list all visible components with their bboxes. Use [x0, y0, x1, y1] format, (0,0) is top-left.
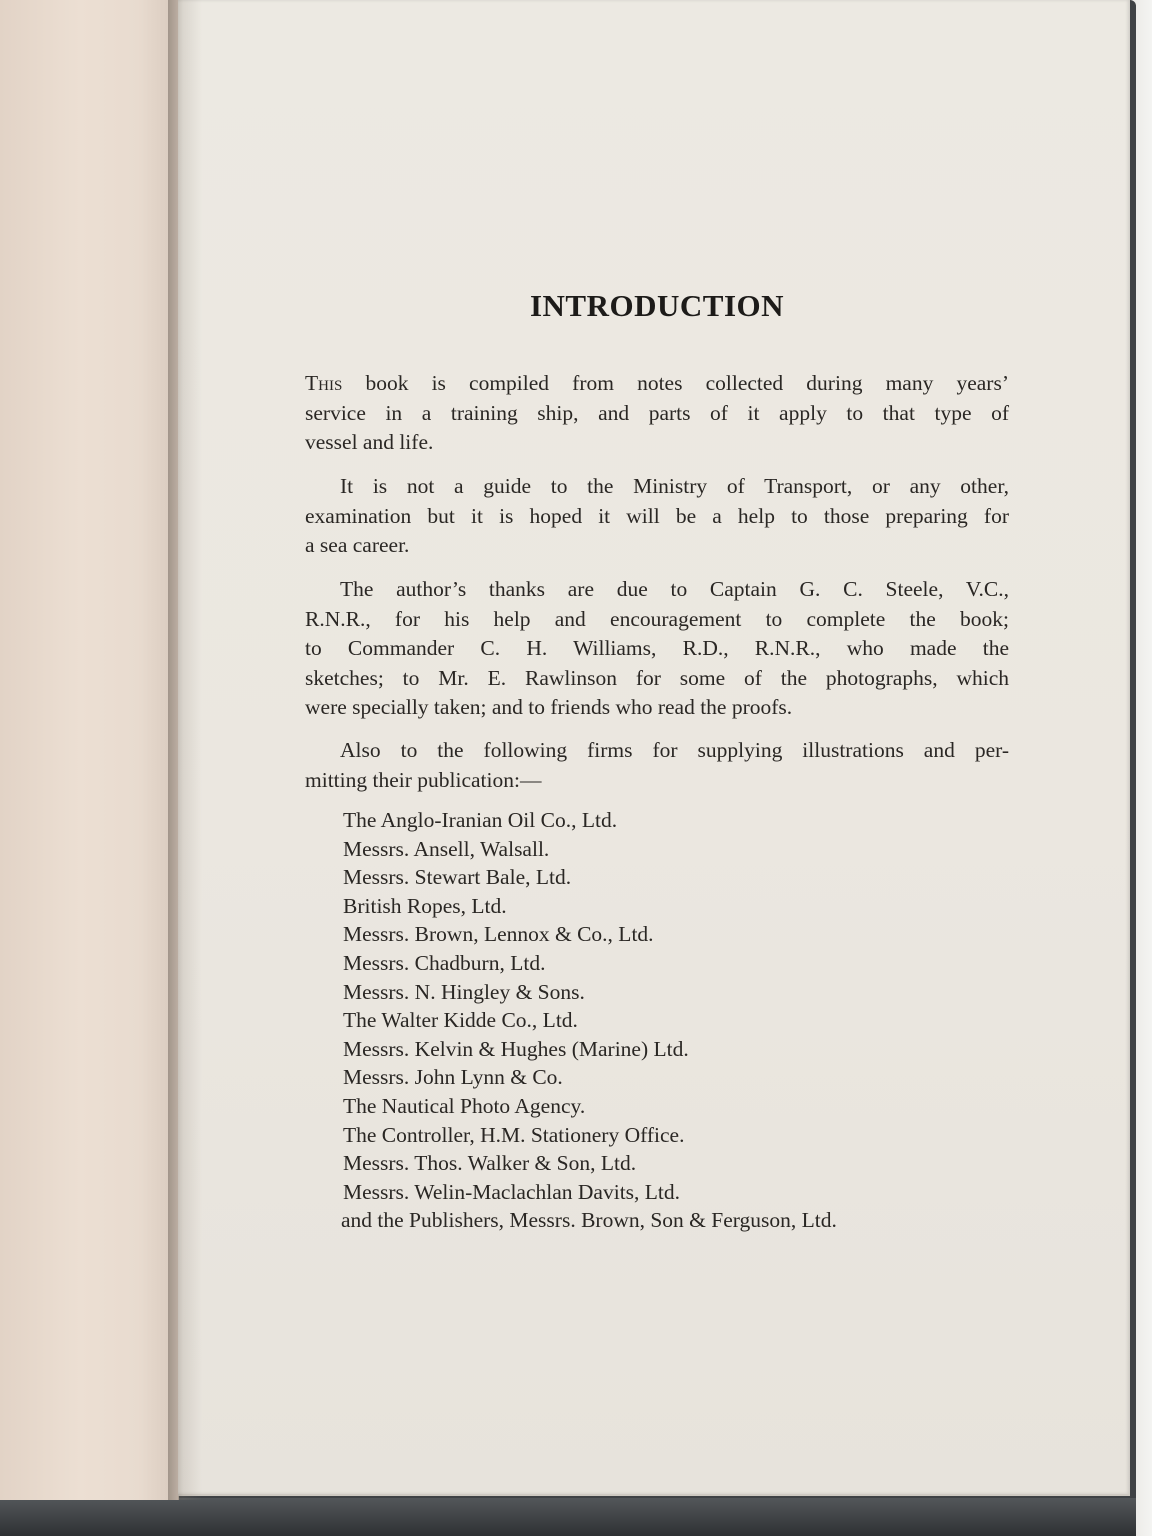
firm-item: The Anglo-Iranian Oil Co., Ltd. [343, 808, 618, 832]
firm-item: The Controller, H.M. Stationery Office. [343, 1122, 685, 1147]
firm-item: Messrs. John Lynn & Co. [343, 1065, 563, 1090]
book-cover-bottom-edge [0, 1498, 1136, 1536]
firm-item: The Walter Kidde Co., Ltd. [343, 1008, 578, 1033]
paragraph-line: R.N.R., for his help and encouragement to complete the book; [305, 606, 1009, 631]
paragraph-line: Also to the following firms for supplying illustrations and per- [340, 738, 1009, 762]
paragraph-line: service in a training ship, and parts of it apply to that type of [305, 400, 1009, 425]
firm-item: Messrs. Thos. Walker & Son, Ltd. [343, 1151, 637, 1176]
paragraph-line-text: book is compiled from notes collected during many years’ [342, 371, 1009, 395]
page-title: INTRODUCTION [529, 288, 785, 323]
paragraph-line: to Commander C. H. Williams, R.D., R.N.R., who made the [305, 636, 1009, 660]
firm-item: Messrs. Kelvin & Hughes (Marine) Ltd. [343, 1036, 689, 1061]
left-page [0, 0, 179, 1500]
intro-paragraph-4 [305, 736, 1009, 795]
paragraph-line [305, 369, 1009, 399]
paragraph-line: The author’s thanks are due to Captain G. C. Steele, V.C., [340, 577, 1009, 601]
lead-small-caps-word: This [305, 371, 343, 395]
firms-list [343, 806, 837, 1235]
paragraph-line: sketches; to Mr. E. Rawlinson for some of the photographs, which [305, 665, 1009, 690]
firm-item: Messrs. Brown, Lennox & Co., Ltd. [343, 922, 654, 947]
page-gutter-shadow [168, 0, 202, 1500]
firm-item: The Nautical Photo Agency. [343, 1093, 586, 1118]
right-page [178, 0, 1130, 1496]
paragraph-line: a sea career. [305, 533, 410, 557]
paragraph-line: examination but it is hoped it will be a help to those preparing for [305, 503, 1009, 528]
intro-paragraph-2 [305, 472, 1009, 561]
intro-paragraph-3 [305, 575, 1009, 723]
paragraph-line: It is not a guide to the Ministry of Transport, or any other, [340, 474, 1009, 498]
firm-item: Messrs. Ansell, Walsall. [343, 836, 550, 861]
paragraph-line: vessel and life. [305, 430, 434, 454]
firm-item: British Ropes, Ltd. [343, 893, 507, 918]
firm-item: Messrs. Welin-Maclachlan Davits, Ltd. [343, 1179, 681, 1204]
firm-item-publisher: and the Publishers, Messrs. Brown, Son & Ferguson, Ltd. [341, 1208, 837, 1233]
firm-item: Messrs. Chadburn, Ltd. [343, 950, 546, 975]
firm-item: Messrs. N. Hingley & Sons. [343, 979, 585, 1004]
paragraph-line: were specially taken; and to friends who read the proofs. [305, 695, 793, 719]
intro-paragraph-1 [305, 369, 1009, 458]
paragraph-line: mitting their publication:— [305, 767, 542, 792]
firm-item: Messrs. Stewart Bale, Ltd. [343, 865, 572, 890]
